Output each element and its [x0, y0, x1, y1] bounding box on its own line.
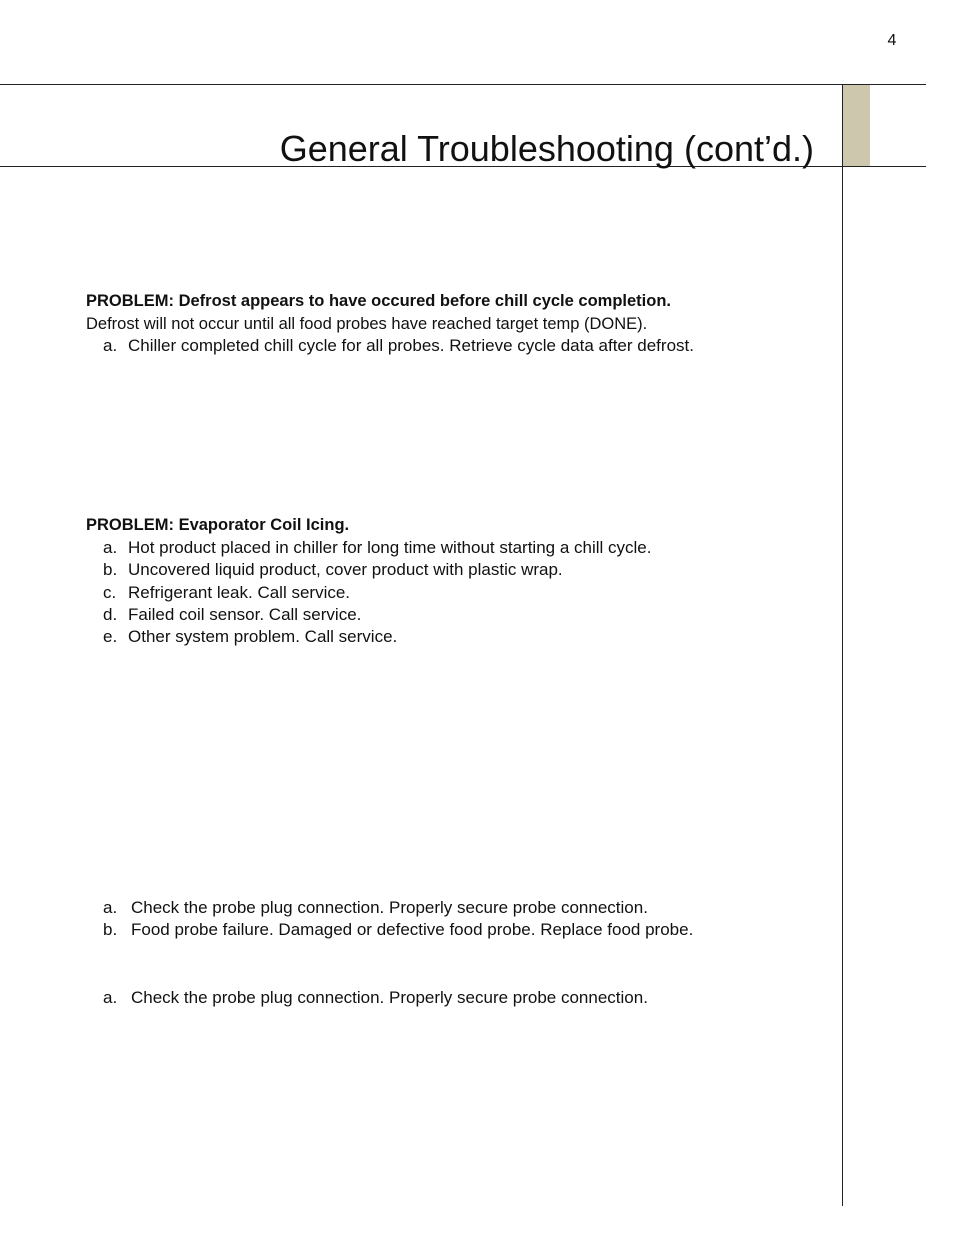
list-item-text: Food probe failure. Damaged or defective food probe. Replace food probe.: [131, 920, 694, 940]
problem-section-coil-icing: [86, 514, 826, 648]
page-number: 4: [887, 32, 897, 49]
list-item-letter: a.: [103, 336, 118, 355]
header-top-rule: [0, 84, 926, 85]
problem-note: Defrost will not occur until all food probes have reached target temp (DONE).: [86, 315, 648, 333]
list-item-text: Chiller completed chill cycle for all probes. Retrieve cycle data after defrost.: [128, 336, 694, 355]
list-item-letter: b.: [103, 560, 118, 580]
problem-section-defrost: [86, 290, 826, 357]
list-item: [86, 604, 826, 626]
list-item-letter: a.: [103, 898, 118, 917]
list-item-text: Refrigerant leak. Call service.: [128, 582, 351, 602]
list-item-letter: b.: [103, 920, 118, 940]
right-margin-rule: [842, 84, 843, 1206]
list-item-text: Failed coil sensor. Call service.: [128, 604, 362, 624]
list-item: [86, 897, 826, 919]
page-title: General Troubleshooting (cont’d.): [279, 128, 814, 170]
header-accent-tab: [843, 85, 870, 166]
list-item: [86, 335, 826, 357]
list-item: [86, 987, 826, 1009]
list-item-letter: a.: [103, 988, 118, 1007]
list-item: [86, 626, 826, 648]
probe-section-list-2: [86, 987, 826, 1009]
list-item-text: Check the probe plug connection. Properly secure probe connection.: [131, 898, 648, 917]
list-item: [86, 537, 826, 559]
list-item-letter: d.: [103, 604, 118, 624]
list-item-text: Uncovered liquid product, cover product with plastic wrap.: [128, 560, 563, 580]
list-item-text: Hot product placed in chiller for long time without starting a chill cycle.: [128, 538, 652, 557]
list-item: [86, 559, 826, 581]
list-item-letter: e.: [103, 627, 118, 647]
problem-heading: PROBLEM: Evaporator Coil Icing.: [86, 516, 350, 534]
list-item-text: Other system problem. Call service.: [128, 627, 398, 647]
list-item: [86, 582, 826, 604]
list-item: [86, 919, 826, 941]
list-item-letter: c.: [103, 582, 117, 602]
list-item-text: Check the probe plug connection. Properly secure probe connection.: [131, 988, 648, 1007]
probe-section-list-1: [86, 897, 826, 942]
problem-heading: PROBLEM: Defrost appears to have occured before chill cycle completion.: [86, 292, 671, 310]
list-item-letter: a.: [103, 538, 118, 557]
